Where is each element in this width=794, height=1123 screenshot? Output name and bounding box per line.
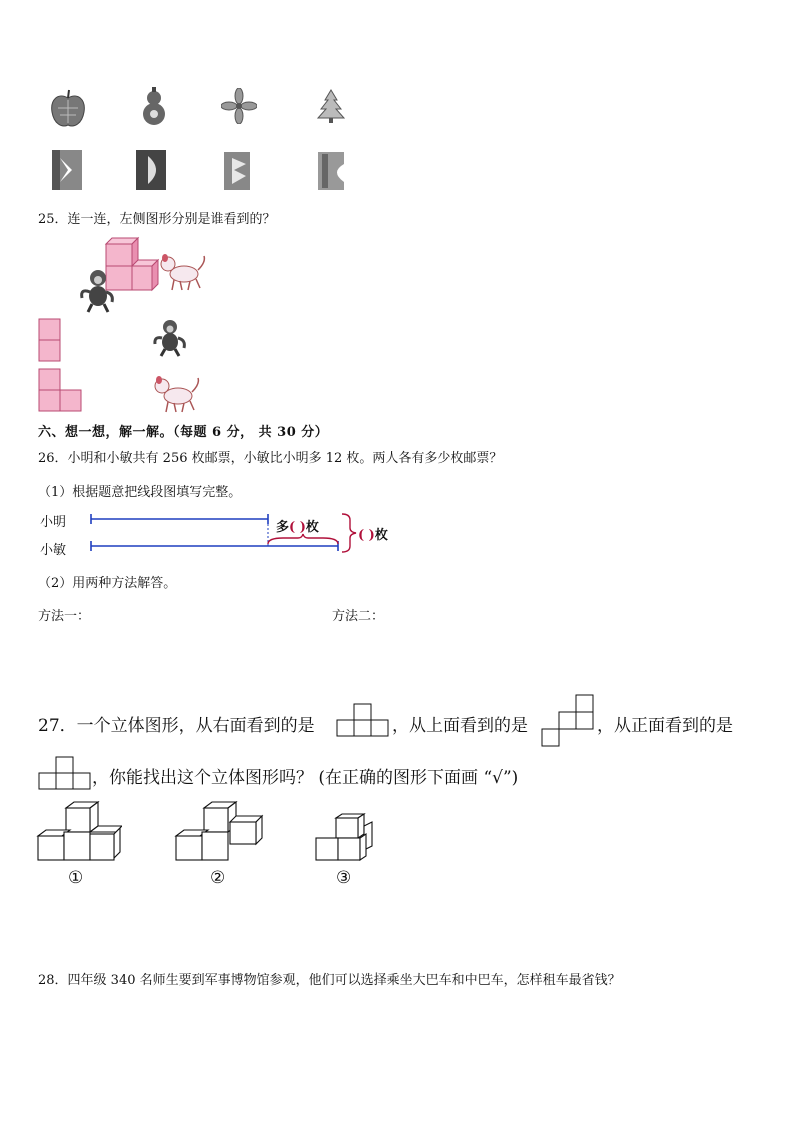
- cube-option-2-figure[interactable]: [174, 800, 264, 862]
- question-27-text-c: ，从正面看到的是: [597, 716, 733, 736]
- question-26-part-1: （1）根据题意把线段图填写完整。: [38, 485, 242, 500]
- question-27-text-d: ，你能找出这个立体图形吗？ (在正确的图形下面画 “√”): [92, 768, 519, 788]
- tree-icon: [315, 88, 347, 124]
- cutout-shape-4-icon: [316, 150, 346, 192]
- gourd-icon: [138, 86, 170, 126]
- question-28-text: 28．四年级 340 名师生要到军事博物馆参观，他们可以选择乘坐大巴车和中巴车，怎样租车最省钱？: [38, 973, 621, 988]
- cube-option-3-figure[interactable]: [314, 812, 378, 862]
- cube-option-1-figure[interactable]: [36, 800, 122, 862]
- cutout-shape-3-icon: [222, 150, 252, 192]
- cutout-shape-2-icon: [134, 148, 168, 192]
- cutout-shape-1-icon: [50, 148, 84, 192]
- method-2-label: 方法二：: [332, 609, 385, 624]
- option-3-label: ③: [336, 868, 352, 888]
- question-26-part-2: （2）用两种方法解答。: [38, 576, 177, 591]
- top-view-figure: [540, 693, 596, 747]
- question-27-line-1: [38, 711, 315, 736]
- two-square-column-figure: [38, 318, 62, 362]
- option-1-label: ①: [68, 868, 84, 888]
- front-view-figure: [38, 755, 92, 791]
- question-26-text: 26．小明和小敏共有 256 枚邮票，小敏比小明多 12 枚。两人各有多少枚邮票？: [38, 451, 503, 466]
- method-1-label: 方法一：: [38, 609, 91, 624]
- flower-icon: [221, 88, 257, 124]
- question-27-text-b: ，从上面看到的是: [392, 716, 528, 736]
- segment-label-xiaomin: 小敏: [40, 543, 67, 558]
- l-shape-squares-figure: [38, 368, 84, 412]
- section-6-title: 六、想一想，解一解。（每题 6 分， 共 30 分）: [38, 425, 329, 440]
- monkey-icon: [78, 268, 116, 314]
- more-unit: 枚: [305, 520, 319, 535]
- more-label: [276, 516, 319, 535]
- apple-icon: [48, 88, 88, 130]
- option-2-label: ②: [210, 868, 226, 888]
- question-25-text: 25．连一连，左侧图形分别是谁看到的？: [38, 212, 276, 227]
- total-label: [358, 524, 388, 543]
- dog-icon: [158, 252, 208, 292]
- segment-label-xiaoming: 小明: [40, 515, 67, 530]
- more-prefix: 多: [276, 520, 290, 535]
- total-unit: 枚: [374, 528, 388, 543]
- dog-icon: [152, 374, 202, 414]
- total-blank[interactable]: ( ): [358, 528, 375, 543]
- right-view-figure: [336, 702, 390, 738]
- monkey-icon: [152, 318, 190, 358]
- more-blank[interactable]: ( ): [289, 520, 306, 535]
- question-27-text-a: 27．一个立体图形，从右面看到的是: [38, 716, 315, 736]
